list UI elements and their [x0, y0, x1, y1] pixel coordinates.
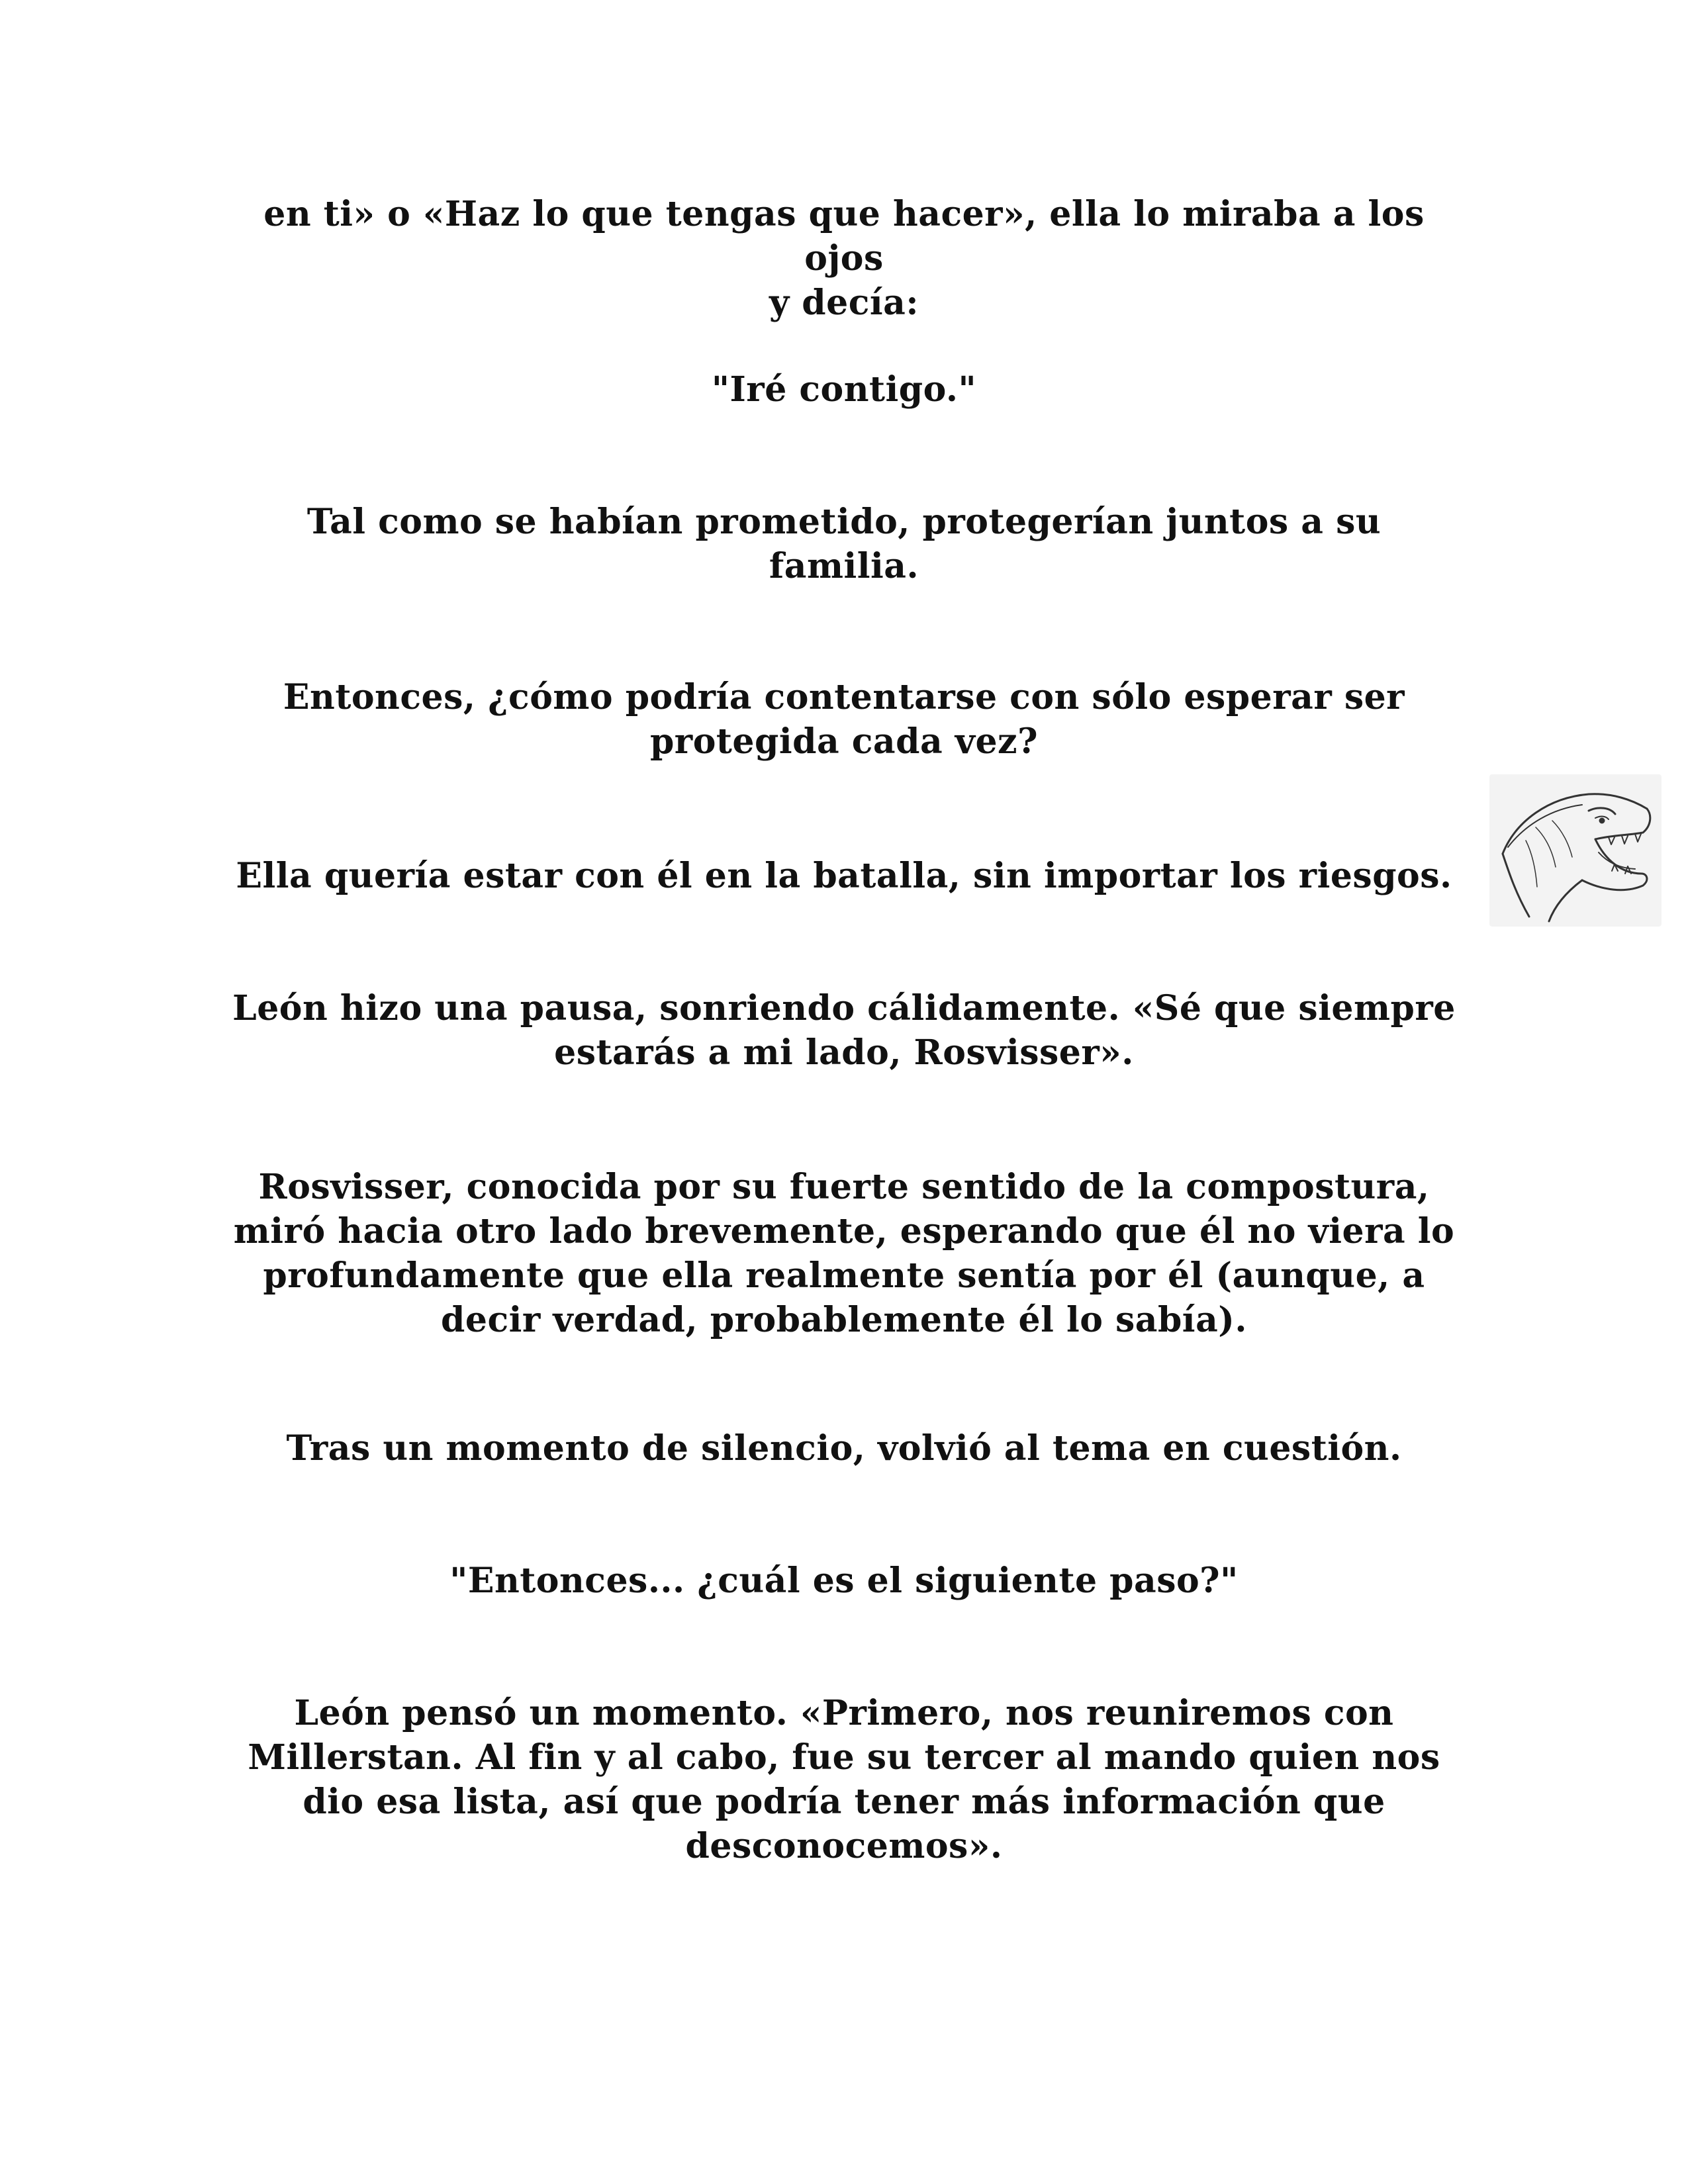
- paragraph-9: "Entonces... ¿cuál es el siguiente paso?": [449, 1561, 1239, 1601]
- paragraph-7: Rosvisser, conocida por su fuerte sentido de la compostura, miró hacia otro lado brevemente, esperando que él no viera lo profundamente que ella realmente sentía por él (aunque, a decir verdad, probablemente él lo sabía).: [233, 1167, 1455, 1340]
- paragraph-5: Ella quería estar con él en la batalla, sin importar los riesgos.: [236, 856, 1452, 896]
- paragraph-10: León pensó un momento. «Primero, nos reuniremos con Millerstan. Al fin y al cabo, fue su tercer al mando quien nos dio esa lista, así que podría tener más información que desconocemos».: [248, 1693, 1440, 1866]
- paragraph-2: "Iré contigo.": [711, 369, 977, 410]
- dinosaur-head-sketch-icon: [1489, 774, 1662, 927]
- paragraph-1: en ti» o «Haz lo que tengas que hacer», ella lo miraba a los ojos y decía:: [263, 194, 1425, 323]
- paragraph-6: León hizo una pausa, sonriendo cálidamente. «Sé que siempre estarás a mi lado, Rosvisser».: [232, 988, 1456, 1073]
- paragraph-3: Tal como se habían prometido, protegerían juntos a su familia.: [306, 502, 1382, 586]
- paragraph-4: Entonces, ¿cómo podría contentarse con sólo esperar ser protegida cada vez?: [283, 677, 1405, 762]
- paragraph-8: Tras un momento de silencio, volvió al tema en cuestión.: [286, 1428, 1402, 1469]
